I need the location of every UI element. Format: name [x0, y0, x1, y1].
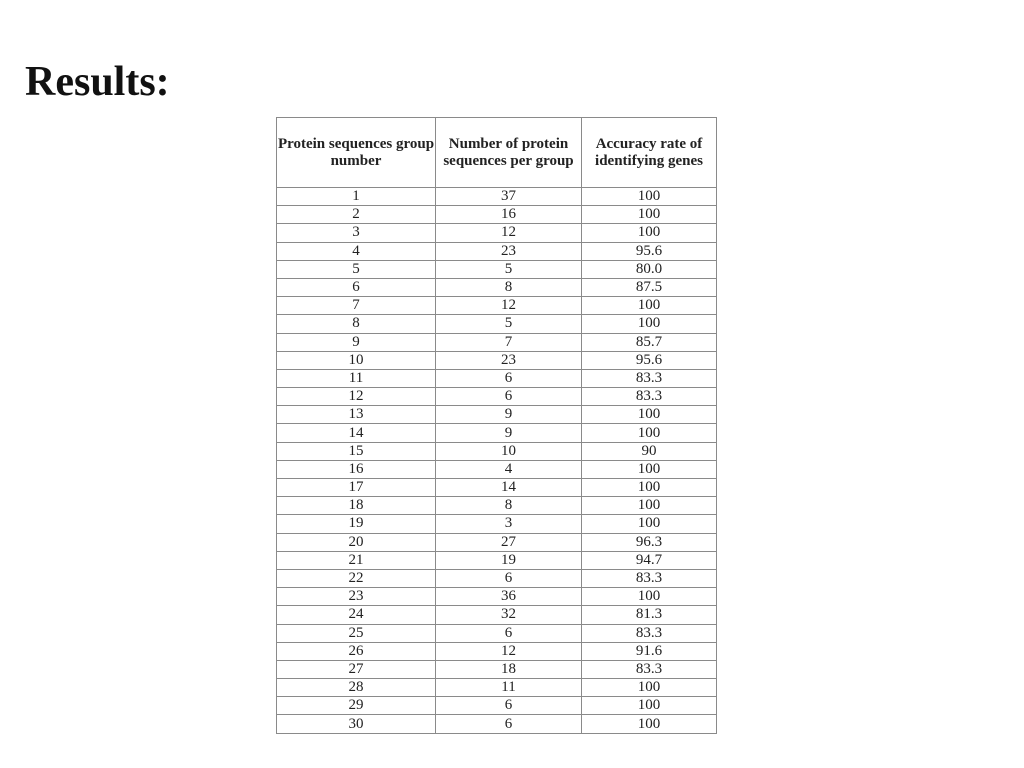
cell-sequence-count: 9: [436, 406, 582, 424]
table-row: [277, 533, 717, 551]
cell-sequence-count: 6: [436, 388, 582, 406]
cell-sequence-count: 12: [436, 297, 582, 315]
table-row: [277, 260, 717, 278]
cell-sequence-count: 32: [436, 606, 582, 624]
cell-accuracy-rate: 81.3: [582, 606, 717, 624]
table-row: [277, 188, 717, 206]
cell-sequence-count: 14: [436, 479, 582, 497]
cell-group-number: 1: [277, 188, 436, 206]
table-row: [277, 351, 717, 369]
cell-accuracy-rate: 83.3: [582, 388, 717, 406]
cell-accuracy-rate: 100: [582, 206, 717, 224]
table-row: [277, 369, 717, 387]
cell-accuracy-rate: 90: [582, 442, 717, 460]
cell-group-number: 29: [277, 697, 436, 715]
results-table-container: [276, 117, 716, 734]
table-row: [277, 315, 717, 333]
cell-sequence-count: 16: [436, 206, 582, 224]
cell-accuracy-rate: 100: [582, 297, 717, 315]
cell-accuracy-rate: 95.6: [582, 242, 717, 260]
table-row: [277, 679, 717, 697]
cell-accuracy-rate: 100: [582, 460, 717, 478]
cell-accuracy-rate: 96.3: [582, 533, 717, 551]
cell-group-number: 19: [277, 515, 436, 533]
cell-sequence-count: 37: [436, 188, 582, 206]
cell-group-number: 18: [277, 497, 436, 515]
table-row: [277, 660, 717, 678]
cell-group-number: 11: [277, 369, 436, 387]
table-row: [277, 569, 717, 587]
cell-accuracy-rate: 100: [582, 224, 717, 242]
cell-accuracy-rate: 85.7: [582, 333, 717, 351]
cell-accuracy-rate: 100: [582, 515, 717, 533]
table-row: [277, 697, 717, 715]
cell-group-number: 7: [277, 297, 436, 315]
table-row: [277, 588, 717, 606]
table-row: [277, 297, 717, 315]
cell-accuracy-rate: 100: [582, 406, 717, 424]
cell-group-number: 25: [277, 624, 436, 642]
cell-accuracy-rate: 100: [582, 424, 717, 442]
cell-sequence-count: 36: [436, 588, 582, 606]
cell-accuracy-rate: 83.3: [582, 369, 717, 387]
results-table: [276, 117, 717, 734]
cell-sequence-count: 6: [436, 697, 582, 715]
table-row: [277, 442, 717, 460]
header-group-number: Protein sequences group number: [277, 118, 436, 188]
table-header-row: [277, 118, 717, 188]
cell-sequence-count: 11: [436, 679, 582, 697]
cell-sequence-count: 5: [436, 260, 582, 278]
cell-sequence-count: 23: [436, 351, 582, 369]
cell-group-number: 30: [277, 715, 436, 733]
cell-sequence-count: 6: [436, 569, 582, 587]
cell-group-number: 20: [277, 533, 436, 551]
cell-sequence-count: 6: [436, 715, 582, 733]
cell-sequence-count: 23: [436, 242, 582, 260]
cell-group-number: 28: [277, 679, 436, 697]
cell-group-number: 21: [277, 551, 436, 569]
cell-group-number: 17: [277, 479, 436, 497]
table-row: [277, 606, 717, 624]
cell-accuracy-rate: 100: [582, 715, 717, 733]
cell-group-number: 6: [277, 278, 436, 296]
cell-sequence-count: 18: [436, 660, 582, 678]
table-row: [277, 388, 717, 406]
table-row: [277, 333, 717, 351]
table-row: [277, 278, 717, 296]
cell-accuracy-rate: 100: [582, 479, 717, 497]
table-row: [277, 624, 717, 642]
table-row: [277, 224, 717, 242]
cell-accuracy-rate: 94.7: [582, 551, 717, 569]
table-row: [277, 515, 717, 533]
slide-title: Results:: [25, 59, 170, 105]
cell-sequence-count: 12: [436, 642, 582, 660]
cell-accuracy-rate: 91.6: [582, 642, 717, 660]
cell-group-number: 23: [277, 588, 436, 606]
cell-sequence-count: 4: [436, 460, 582, 478]
cell-accuracy-rate: 100: [582, 588, 717, 606]
cell-accuracy-rate: 83.3: [582, 624, 717, 642]
table-row: [277, 642, 717, 660]
cell-sequence-count: 6: [436, 624, 582, 642]
cell-accuracy-rate: 87.5: [582, 278, 717, 296]
table-row: [277, 551, 717, 569]
cell-accuracy-rate: 95.6: [582, 351, 717, 369]
cell-accuracy-rate: 83.3: [582, 569, 717, 587]
table-row: [277, 460, 717, 478]
cell-accuracy-rate: 100: [582, 697, 717, 715]
cell-sequence-count: 12: [436, 224, 582, 242]
header-accuracy-rate: Accuracy rate of identifying genes: [582, 118, 717, 188]
cell-group-number: 10: [277, 351, 436, 369]
cell-group-number: 26: [277, 642, 436, 660]
table-row: [277, 406, 717, 424]
cell-accuracy-rate: 100: [582, 679, 717, 697]
cell-group-number: 24: [277, 606, 436, 624]
cell-group-number: 3: [277, 224, 436, 242]
cell-accuracy-rate: 100: [582, 497, 717, 515]
cell-group-number: 5: [277, 260, 436, 278]
cell-accuracy-rate: 100: [582, 188, 717, 206]
cell-group-number: 15: [277, 442, 436, 460]
cell-sequence-count: 19: [436, 551, 582, 569]
cell-sequence-count: 10: [436, 442, 582, 460]
cell-group-number: 4: [277, 242, 436, 260]
table-row: [277, 479, 717, 497]
header-sequences-per-group: Number of protein sequences per group: [436, 118, 582, 188]
cell-group-number: 8: [277, 315, 436, 333]
table-row: [277, 242, 717, 260]
cell-group-number: 9: [277, 333, 436, 351]
cell-sequence-count: 27: [436, 533, 582, 551]
cell-sequence-count: 6: [436, 369, 582, 387]
cell-group-number: 14: [277, 424, 436, 442]
cell-group-number: 2: [277, 206, 436, 224]
cell-group-number: 22: [277, 569, 436, 587]
cell-group-number: 13: [277, 406, 436, 424]
cell-group-number: 27: [277, 660, 436, 678]
cell-accuracy-rate: 100: [582, 315, 717, 333]
cell-sequence-count: 3: [436, 515, 582, 533]
cell-sequence-count: 7: [436, 333, 582, 351]
cell-sequence-count: 8: [436, 497, 582, 515]
cell-sequence-count: 8: [436, 278, 582, 296]
table-row: [277, 424, 717, 442]
cell-accuracy-rate: 83.3: [582, 660, 717, 678]
cell-group-number: 12: [277, 388, 436, 406]
cell-accuracy-rate: 80.0: [582, 260, 717, 278]
cell-group-number: 16: [277, 460, 436, 478]
table-body: [277, 188, 717, 734]
cell-sequence-count: 9: [436, 424, 582, 442]
table-row: [277, 715, 717, 733]
cell-sequence-count: 5: [436, 315, 582, 333]
table-row: [277, 206, 717, 224]
table-row: [277, 497, 717, 515]
